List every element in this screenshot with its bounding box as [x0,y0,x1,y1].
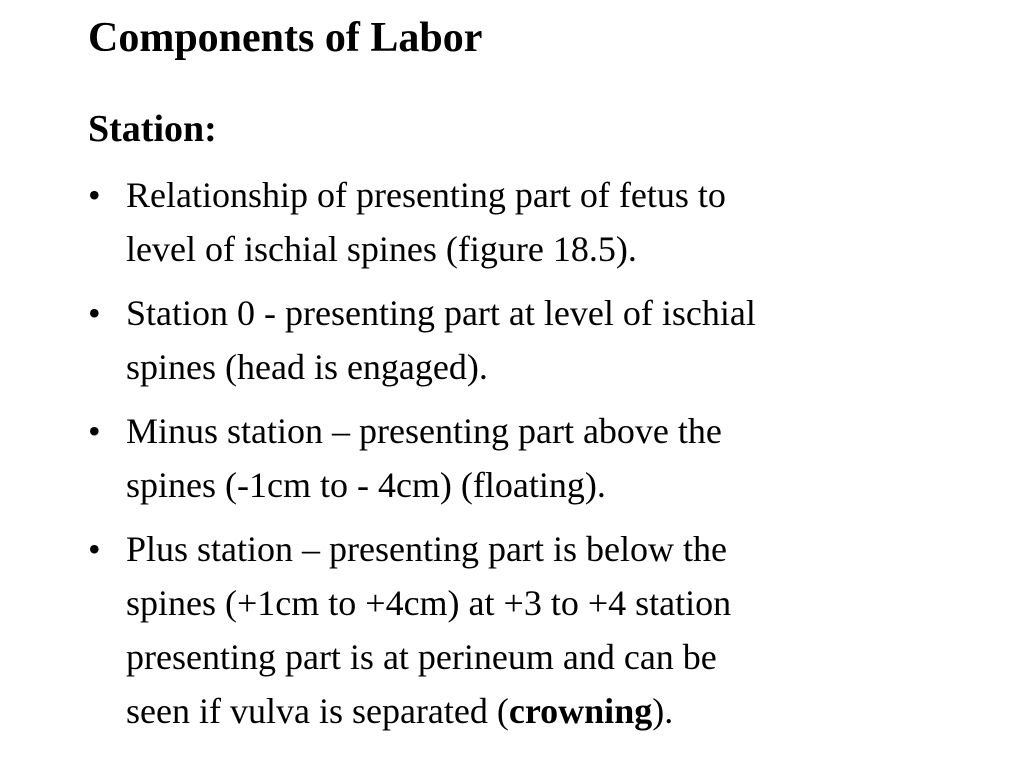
bullet-text-line: spines (head is engaged). [126,347,488,387]
bullet-dot-icon: • [88,411,101,451]
bullet-text-line: Plus station – presenting part is below the [126,529,727,569]
bullet-dot-icon: • [88,293,101,333]
bullet-item-plus-station [88,522,988,738]
bullet-list [88,168,988,748]
bullet-text-line: level of ischial spines (figure 18.5). [126,229,637,269]
crowning-term: crowning [508,691,653,731]
bullet-text-line: Station 0 - presenting part at level of ischial [126,293,756,333]
bullet-text-line: spines (+1cm to +4cm) at +3 to +4 station [126,583,732,623]
bullet-text-line: presenting part is at perineum and can be [126,637,717,677]
bullet-dot-icon: • [88,529,101,569]
section-heading-station: Station: [88,108,217,150]
bullet-text-line: Relationship of presenting part of fetus to [126,175,726,215]
bullet-item-relationship [88,168,988,276]
bullet-text-suffix: ). [652,691,674,731]
bullet-text-line: spines (-1cm to - 4cm) (floating). [126,465,606,505]
bullet-dot-icon: • [88,175,101,215]
bullet-text-line-crowning [126,684,988,738]
bullet-text-line: Minus station – presenting part above the [126,411,722,451]
slide-title: Components of Labor [88,15,483,61]
bullet-text-prefix: seen if vulva is separated ( [126,691,509,731]
bullet-item-station-zero [88,286,988,394]
bullet-item-minus-station [88,404,988,512]
